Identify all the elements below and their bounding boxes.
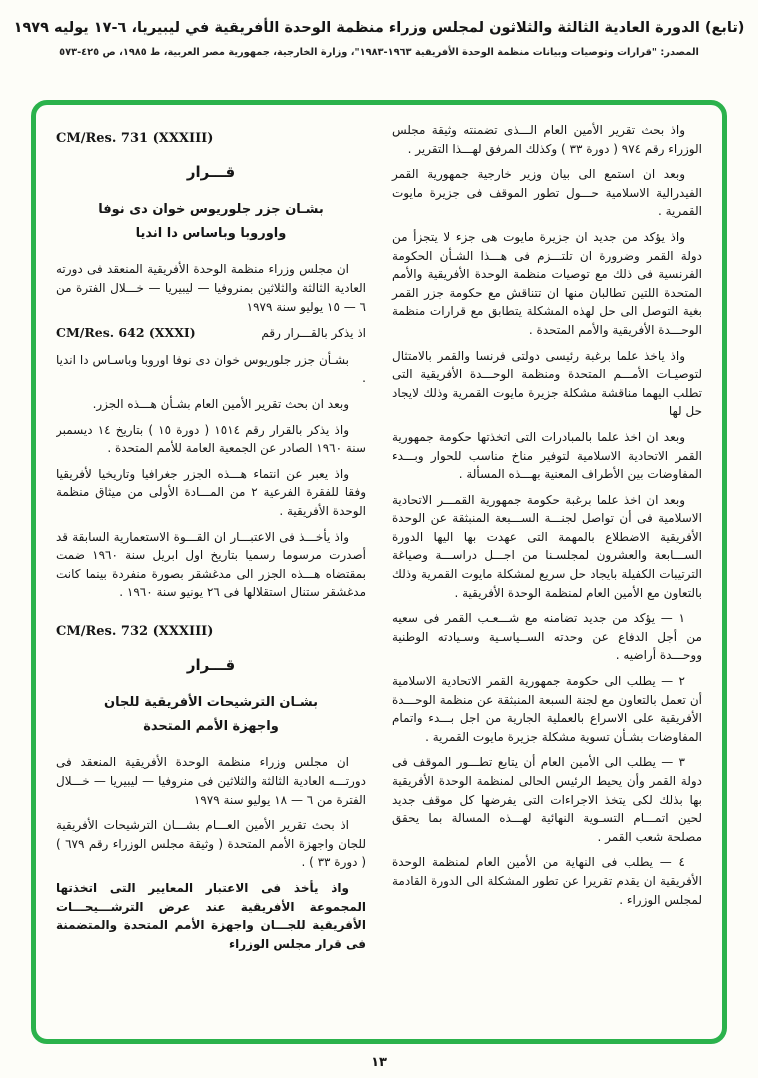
- paragraph: وبعد ان استمع الى بيان وزير خارجية جمهورية القمر الفيدرالية الاسلامية حـــول تطور الموقف فى جزيرة مايوت القمرية .: [392, 167, 702, 219]
- paragraph: واذ يذكر بالقرار رقم ١٥١٤ ( دورة ١٥ ) بتاريخ ١٤ ديسمبر سنة ١٩٦٠ الصادر عن الجمعية العامة للأمم المتحدة .: [56, 422, 366, 456]
- numbered-clause-1: ١ — يؤكد من جديد تضامنه مع شـــعـب القمر فى سعيه من أجل الدفاع عن وحدته الســياسـية وسـيادته الوطنية ووحـــدة أراضيه .: [392, 611, 702, 663]
- numbered-clause-3: ٣ — يطلب الى الأمين العام أن يتابع تطـــور الموقف فى دولة القمر وأن يحيط الرئيس الحالى لمنظمة الوحدة الأفريقية بها بذلك لكى يتخذ الاجراءات التى يفرضها كل موقف جديد لحين اتمـــام التسـوية النهائية لهـــذه المسالة بما يحقق مصلحة شعب القمر .: [392, 755, 702, 844]
- green-content-frame: [31, 100, 727, 1044]
- document-source-line: المصدر: "قرارات وتوصيات وبيانات منظمة الوحدة الأفريقية ١٩٦٣-١٩٨٣"، وزارة الخارجية، جمهورية مصر العربية، ط ١٩٨٥، ص ٤٢٥-٥٧٣: [59, 47, 699, 58]
- page-footer: [0, 1051, 758, 1070]
- paragraph: وبعد ان اخذ علما بالمبادرات التى اتخذتها حكومة جمهورية القمر الاتحادية الاسلامية لتوفير مناخ مناسب للحوار وبـــدء المفاوضات بين الأطراف المعنية بهـــذه المسألة .: [392, 429, 702, 482]
- subject-line-1: بشـان الترشيحات الأفريقية للجان: [104, 695, 318, 711]
- resolution-code-732: CM/Res. 732 (XXXIII): [56, 623, 214, 639]
- resolution-731-heading: قـــرار: [186, 163, 236, 182]
- resolution-732-heading: قـــرار: [186, 656, 236, 675]
- recall-text: اذ يذكر بالقـــرار رقم: [261, 326, 366, 341]
- resolution-732-subject: [56, 691, 366, 739]
- paragraph: ان مجلس وزراء منظمة الوحدة الأفريقية المنعقد فى دورته العادية الثالثة والثلاثين بمنروفيا — ليبيريا — خـــلال الفترة من ٦ — ١٥ يوليو سنة ١٩٧٩: [56, 262, 366, 314]
- paragraph: واذ بحث تقرير الأمين العام الـــذى تضمنته وثيقة مجلس الوزراء رقم ٩٧٤ ( دورة ٣٣ ) وكذلك المرفق لهـــذا التقرير .: [392, 123, 702, 156]
- right-column: [392, 121, 702, 1027]
- numbered-clause-2: ٢ — يطلب الى حكومة جمهورية القمر الاتحادية الاسلامية أن تعمل بالتعاون مع لجنة السبعة المنبثقة عن منظمة الوحـــدة الأفريقية على الاسراع بالعملية الجارية من اجل بـــدء واتمام المفاوضات بشـأن تسوية مشكلة جزيرة مايوت القمرية .: [392, 674, 702, 744]
- page-number: ١٣: [371, 1055, 387, 1070]
- paragraph: واذ ياخذ علما برغبة رئيسى دولتى فرنسا والقمر بالامتثال لتوصيـات الأمـــم المتحدة ومنظمة الوحـــدة الأفريقية التى تطلب اليهما مناقشة مشكلة جزيرة مايوت القمرية وذلك لايجاد حل لها: [392, 348, 702, 419]
- resolution-code-642: CM/Res. 642 (XXXI): [56, 325, 196, 341]
- paragraph: واذ يأخـــذ فى الاعتبـــار ان القـــوة الاستعمارية السابقة قد أصدرت مرسوما رسميا بتاريخ اول ابريل سنة ١٩٦٠ ضمت بمقتضاه هـــذه الجزر الى مدغشقر بصورة منفردة بينما كانت مدغشقر ستنال استقلالها فى ٢٦ يونيو سنة ١٩٦٠ .: [56, 529, 366, 600]
- paragraph: وبعد ان بحث تقرير الأمين العام بشـأن هـــذه الجزر.: [92, 397, 349, 412]
- two-column-layout: [56, 121, 702, 1027]
- page-header: [0, 0, 758, 58]
- resolution-731-subject: [56, 198, 366, 246]
- paragraph: واذ يعبر عن انتماء هـــذه الجزر جغرافيا وتاريخيا لأفريقيا وفقا للفقرة الفرعية ٢ من المـــادة الأولى من ميثاق منظمة الوحدة الأفريقية .: [56, 466, 366, 519]
- recall-resolution-line: [56, 323, 366, 343]
- resolution-code-731: CM/Res. 731 (XXXIII): [56, 131, 214, 146]
- paragraph: واذ يأخذ فى الاعتبار المعايير التى اتخذتها المجموعة الأفريقية عند عرض الترشـــيحـــات الأفريقية للجـــان واجهزة الأمم المتحدة والمتضمنة فى قرار مجلس الوزراء: [56, 881, 366, 951]
- paragraph: بشـأن جزر جلوريوس خوان دى نوفا اوروبا وباسـاس دا انديا .: [56, 352, 366, 386]
- paragraph: اذ بحث تقرير الأمين العـــام بشـــان الترشيحات الأفريقية للجان واجهزة الأمم المتحدة ( وثيقة مجلس الوزراء رقم ٦٧٩ ) ( دورة ٣٣ ) .: [56, 818, 367, 870]
- paragraph: وبعد ان اخذ علما برغبة حكومة جمهورية القمـــر الاتحادية الاسلامية فى أن تواصل لجنـــة الســـبعة المنبثقة عن الوحدة الأفريقية الاضطلاع بالمهمة التى عهدت بها اليها الدورة الســـابعة والعشرون لمجلسـنا من اجـــل دراســـة وصياغة الترتيبات الكفيلة بايجاد حل سريع لمشكلة مايوت القمرية وذلك بالتعاون مع الأمين العام لمنظمة الوحدة الأفريقية .: [392, 492, 702, 600]
- subject-line-1: بشـان جزر جلوريوس خوان دى نوفا: [98, 202, 324, 218]
- left-column: [56, 121, 366, 1027]
- paragraph: ان مجلس وزراء منظمة الوحدة الأفريقية المنعقد فى دورتـــه العادية الثالثة والثلاثين فى منروفيا — ليبيريا — خـــلال الفترة من ٦ — ١٨ يوليو سنة ١٩٧٩: [56, 755, 366, 807]
- subject-line-2: واوروبا وباساس دا انديا: [135, 226, 287, 242]
- document-title: (تابع) الدورة العادية الثالثة والثلاثون لمجلس وزراء منظمة الوحدة الأفريقية في ليبيريا، ٦-١٧ يوليه ١٩٧٩: [13, 20, 745, 36]
- numbered-clause-4: ٤ — يطلب فى النهاية من الأمين العام لمنظمة الوحدة الأفريقية ان يقدم تقريرا عن تطور المشكلة الى الدورة القادمة لمجلس الوزراء .: [392, 855, 702, 907]
- subject-line-2: واجهزة الأمم المتحدة: [143, 719, 279, 735]
- paragraph: واذ يؤكد من جديد ان جزيرة مايوت هى جزء لا يتجزأ من دولة القمر وضرورة ان تلتـــزم فى هـــذا الشـأن الحكومة الفرنسية فى ذلك مع توصيات منظمة الوحدة الأفريقية والأمم المتحدة اللتين تطالبان منها ان تتناقش مع حكومة جزر القمر بغية التوصل الى حل لهذه المشكلة يتطابق مع قرارات منظمة الوحـــدة الأفريقية والأمم المتحدة .: [392, 229, 702, 337]
